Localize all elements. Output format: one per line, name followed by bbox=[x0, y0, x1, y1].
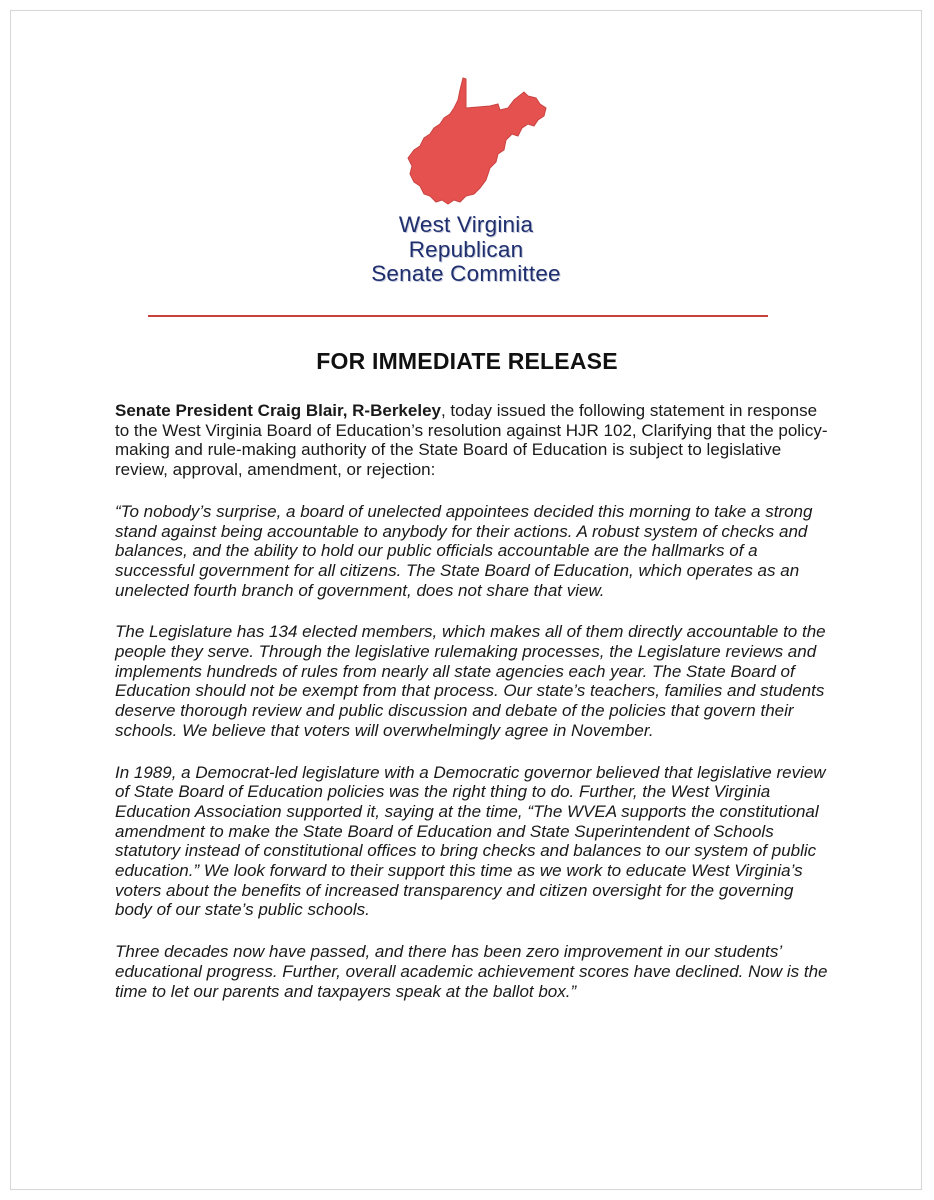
statement-paragraph-4: Three decades now have passed, and there has been zero improvement in our students’ educational progress. Further, overall academic achievement scores have declined. Now is the time to let our parents and taxpayers speak at the ballot box.” bbox=[115, 942, 828, 1001]
statement-paragraph-1: “To nobody’s surprise, a board of unelected appointees decided this morning to take a strong stand against being accountable to anybody for their actions. A robust system of checks and balances, and the ability to hold our public officials accountable are the hallmarks of a successful government for all citizens. The State Board of Education, which operates as an unelected fourth branch of government, does not share that view. bbox=[115, 501, 813, 600]
west-virginia-state-shape bbox=[408, 78, 546, 204]
intro-text: , today issued the following statement in response to the West Virginia Board of Education’s resolution against HJR 102, Clarifying that the policy-making and rule-making authority of the State Board of Education is subject to legislative review, approval, amendment, or rejection: bbox=[115, 401, 828, 480]
speaker-name: Senate President Craig Blair, R-Berkeley bbox=[115, 401, 441, 420]
intro-paragraph bbox=[115, 401, 835, 480]
release-heading: FOR IMMEDIATE RELEASE bbox=[316, 348, 618, 374]
org-name-line-3: Senate Committee bbox=[371, 261, 561, 286]
statement-paragraph-2: The Legislature has 134 elected members, which makes all of them directly accountable to the people they serve. Through the legislative rulemaking processes, the Legislature reviews and implements hundreds of rules from nearly all state agencies each year. The State Board of Education should not be exempt from that process. Our state’s teachers, families and students deserve thorough review and public discussion and debate of the policies that govern their schools. We believe that voters will overwhelmingly agree in November. bbox=[115, 622, 826, 740]
org-name-line-1: West Virginia bbox=[398, 212, 534, 237]
statement-paragraph-3: In 1989, a Democrat-led legislature with a Democratic governor believed that legislative review of State Board of Education policies was the right thing to do. Further, the West Virginia Education Association supported it, saying at the time, “The WVEA supports the constitutional amendment to make the State Board of Education and State Superintendent of Schools statutory instead of constitutional offices to bring checks and balances to our system of public education.” We look forward to their support this time as we work to educate West Virginia’s voters about the benefits of increased transparency and citizen oversight for the governing body of our state’s public schools. bbox=[115, 762, 826, 920]
release-body bbox=[115, 401, 835, 1023]
org-name-line-2: Republican bbox=[408, 236, 524, 262]
west-virginia-map-logo bbox=[400, 70, 550, 220]
header-divider bbox=[148, 315, 768, 317]
org-name bbox=[330, 213, 602, 287]
